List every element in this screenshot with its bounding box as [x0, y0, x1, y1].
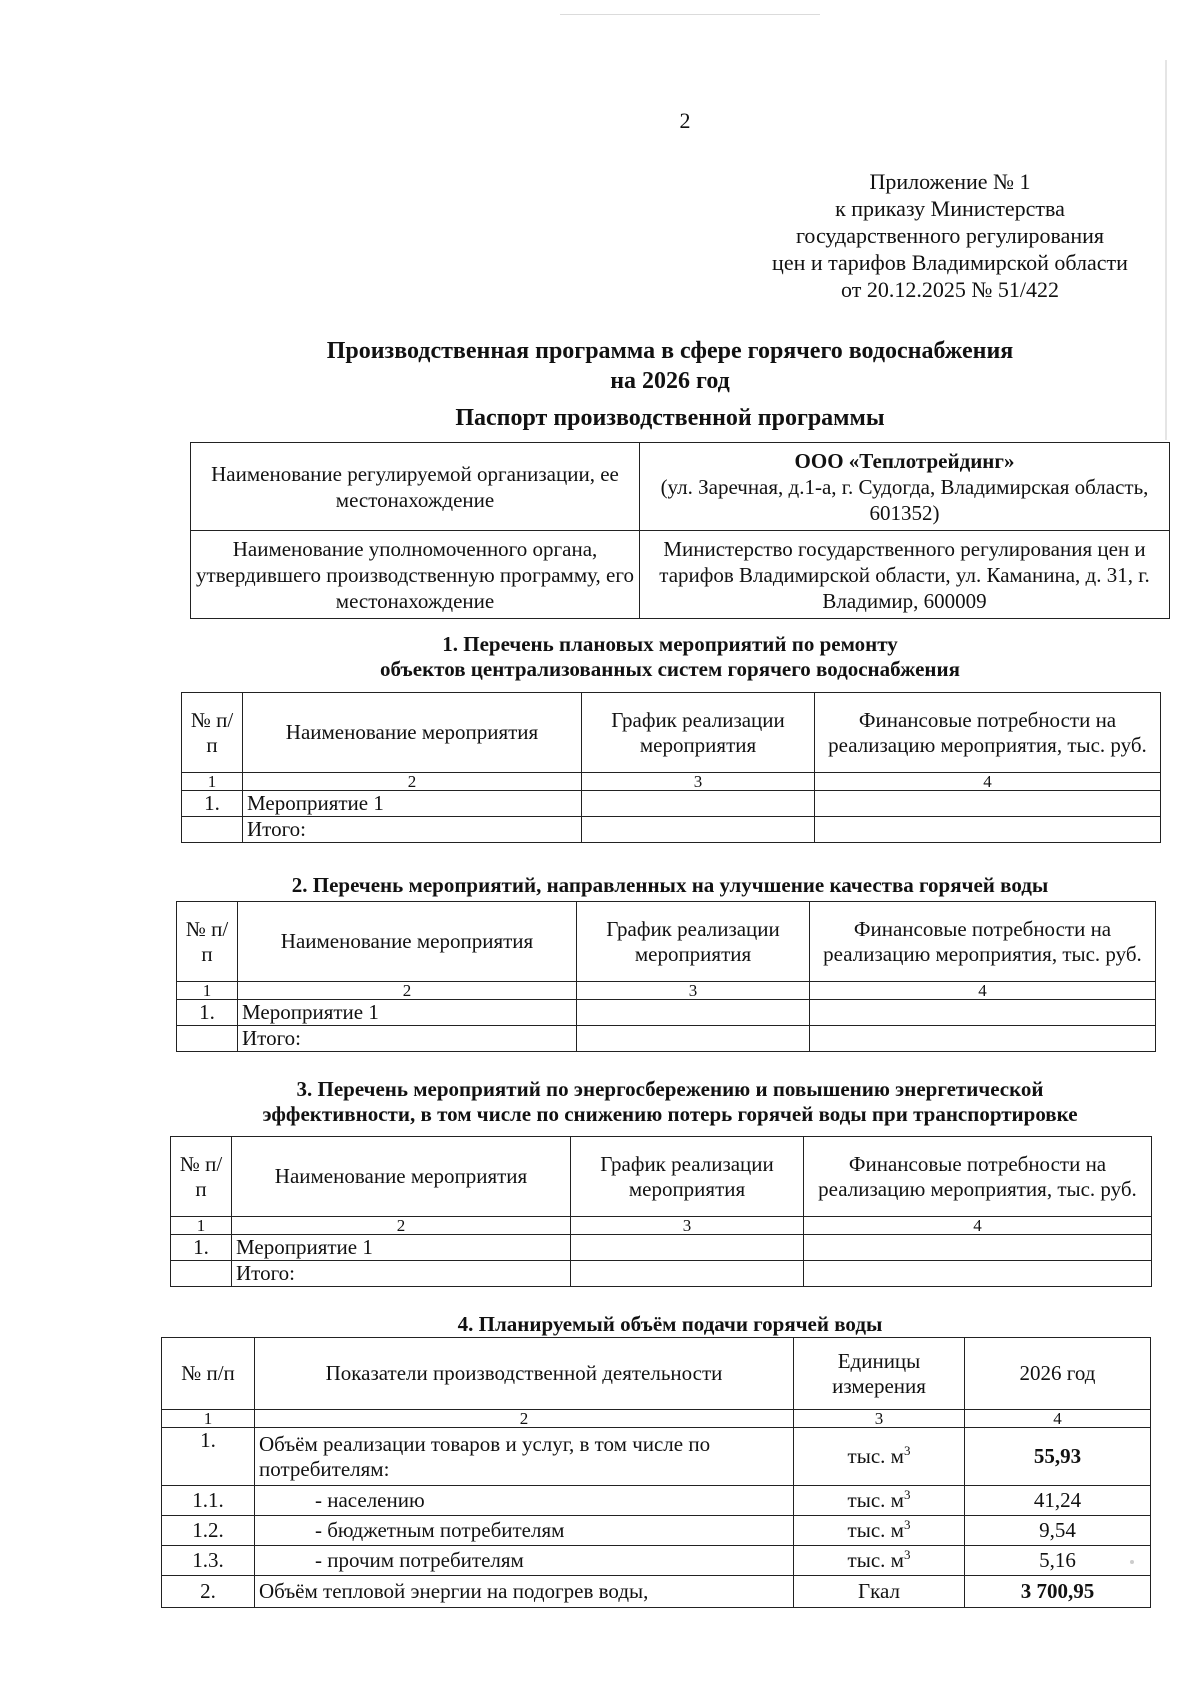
row-unit: [794, 1428, 965, 1486]
row-finance: [810, 1000, 1156, 1026]
section-title-line: 1. Перечень плановых мероприятий по ремонту: [442, 632, 898, 656]
row-schedule: [571, 1261, 804, 1287]
header-schedule: График реализации мероприятия: [577, 902, 810, 982]
row-value: 41,24: [965, 1486, 1151, 1516]
row-finance: [804, 1261, 1152, 1287]
section-4-title: 4. Планируемый объём подачи горячей воды: [457, 1312, 883, 1336]
index-cell: 3: [794, 1410, 965, 1428]
section-title-line: объектов централизованных систем горячего водоснабжения: [380, 657, 960, 681]
header-finance: Финансовые потребности на реализацию мероприятия, тыс. руб.: [804, 1137, 1152, 1217]
unit-superscript: 3: [903, 1487, 911, 1502]
row-indicator: - прочим потребителям: [255, 1546, 794, 1576]
passport-value: [640, 443, 1170, 531]
section-title-line: 2. Перечень мероприятий, направленных на улучшение качества горячей воды: [291, 873, 1049, 897]
row-value: 5,16: [965, 1546, 1151, 1576]
scan-artifact: [1130, 1560, 1134, 1564]
section-2-title: [160, 873, 1180, 898]
appendix-block: [740, 168, 1160, 303]
header-num: № п/п: [162, 1338, 255, 1410]
header-finance: Финансовые потребности на реализацию мероприятия, тыс. руб.: [810, 902, 1156, 982]
header-finance: Финансовые потребности на реализацию мероприятия, тыс. руб.: [815, 693, 1161, 773]
row-schedule: [577, 1000, 810, 1026]
row-num: [171, 1261, 232, 1287]
organization-address: (ул. Заречная, д.1-а, г. Судогда, Владимирская область, 601352): [660, 474, 1149, 525]
passport-label: Наименование уполномоченного органа, утвердившего производственную программу, его местонахождение: [191, 531, 640, 619]
row-num: 1.: [162, 1428, 255, 1486]
row-indicator: Объём реализации товаров и услуг, в том числе по потребителям:: [255, 1428, 794, 1486]
section-3-table: [170, 1136, 1152, 1287]
section-4-table: [161, 1337, 1151, 1608]
header-name: Наименование мероприятия: [238, 902, 577, 982]
row-num: 1.: [182, 791, 243, 817]
row-schedule: [582, 791, 815, 817]
index-cell: 4: [965, 1410, 1151, 1428]
row-total: Итого:: [243, 817, 582, 843]
row-num: 1.: [171, 1235, 232, 1261]
unit-text: тыс. м: [847, 1444, 904, 1468]
row-value: 9,54: [965, 1516, 1151, 1546]
organization-name: ООО «Теплотрейдинг»: [794, 448, 1015, 473]
unit-superscript: 3: [903, 1517, 911, 1532]
section-title-line: 3. Перечень мероприятий по энергосбережению и повышению энергетической: [296, 1077, 1044, 1101]
index-cell: 4: [815, 773, 1161, 791]
row-num: 1.3.: [162, 1546, 255, 1576]
title-line: Производственная программа в сфере горячего водоснабжения: [326, 338, 1014, 364]
row-num: [177, 1026, 238, 1052]
row-unit: [794, 1516, 965, 1546]
section-1-table: [181, 692, 1161, 843]
appendix-line: государственного регулирования: [795, 223, 1105, 248]
section-title-line: эффективности, в том числе по снижению потерь горячей воды при транспортировке: [262, 1102, 1078, 1126]
row-indicator: Объём тепловой энергии на подогрев воды,: [255, 1576, 794, 1608]
row-schedule: [582, 817, 815, 843]
appendix-line: к приказу Министерства: [835, 196, 1065, 221]
section-2-table: [176, 901, 1156, 1052]
row-value: 55,93: [965, 1428, 1151, 1486]
unit-text: тыс. м: [847, 1518, 904, 1542]
header-name: Наименование мероприятия: [232, 1137, 571, 1217]
section-3-title: [160, 1077, 1180, 1127]
row-value: 3 700,95: [965, 1576, 1151, 1608]
index-cell: 3: [577, 982, 810, 1000]
header-name: Наименование мероприятия: [243, 693, 582, 773]
header-indicator: Показатели производственной деятельности: [255, 1338, 794, 1410]
header-schedule: График реализации мероприятия: [582, 693, 815, 773]
passport-title: Паспорт производственной программы: [455, 405, 885, 431]
index-cell: 1: [162, 1410, 255, 1428]
row-name: Мероприятие 1: [232, 1235, 571, 1261]
row-unit: [794, 1486, 965, 1516]
scan-artifact: [560, 14, 820, 15]
row-finance: [810, 1026, 1156, 1052]
section-1-title: [160, 632, 1180, 682]
row-num: 1.: [177, 1000, 238, 1026]
index-cell: 2: [232, 1217, 571, 1235]
index-cell: 1: [171, 1217, 232, 1235]
row-schedule: [571, 1235, 804, 1261]
header-num: № п/п: [182, 693, 243, 773]
unit-superscript: 3: [903, 1547, 911, 1562]
index-cell: 4: [810, 982, 1156, 1000]
index-cell: 1: [182, 773, 243, 791]
row-finance: [815, 791, 1161, 817]
index-cell: 3: [582, 773, 815, 791]
row-unit: [794, 1546, 965, 1576]
row-total: Итого:: [232, 1261, 571, 1287]
passport-label: Наименование регулируемой организации, ее местонахождение: [191, 443, 640, 531]
header-num: № п/п: [171, 1137, 232, 1217]
row-num: 1.1.: [162, 1486, 255, 1516]
index-cell: 2: [243, 773, 582, 791]
title-line: на 2026 год: [610, 368, 730, 394]
row-num: 2.: [162, 1576, 255, 1608]
row-indicator: - бюджетным потребителям: [255, 1516, 794, 1546]
unit-superscript: 3: [903, 1443, 911, 1458]
row-finance: [815, 817, 1161, 843]
row-unit: [794, 1576, 965, 1608]
row-schedule: [577, 1026, 810, 1052]
index-cell: 1: [177, 982, 238, 1000]
row-name: Мероприятие 1: [243, 791, 582, 817]
unit-text: тыс. м: [847, 1488, 904, 1512]
page-number: 2: [679, 108, 691, 133]
header-num: № п/п: [177, 902, 238, 982]
row-num: [182, 817, 243, 843]
scan-artifact: [1165, 60, 1167, 440]
index-cell: 2: [255, 1410, 794, 1428]
passport-table: [190, 442, 1170, 619]
index-cell: 3: [571, 1217, 804, 1235]
unit-text: Гкал: [857, 1579, 900, 1603]
row-finance: [804, 1235, 1152, 1261]
document-title: [160, 336, 1180, 396]
header-unit: Единицы измерения: [794, 1338, 965, 1410]
unit-text: тыс. м: [847, 1548, 904, 1572]
appendix-line: цен и тарифов Владимирской области: [772, 250, 1128, 275]
header-schedule: График реализации мероприятия: [571, 1137, 804, 1217]
row-num: 1.2.: [162, 1516, 255, 1546]
index-cell: 2: [238, 982, 577, 1000]
appendix-line: Приложение № 1: [869, 169, 1031, 194]
row-indicator: - населению: [255, 1486, 794, 1516]
row-name: Мероприятие 1: [238, 1000, 577, 1026]
passport-value: Министерство государственного регулирования цен и тарифов Владимирской области, ул. Каманина, д. 31, г. Владимир, 600009: [640, 531, 1170, 619]
appendix-line: от 20.12.2025 № 51/422: [841, 277, 1059, 302]
header-year: 2026 год: [965, 1338, 1151, 1410]
index-cell: 4: [804, 1217, 1152, 1235]
row-total: Итого:: [238, 1026, 577, 1052]
